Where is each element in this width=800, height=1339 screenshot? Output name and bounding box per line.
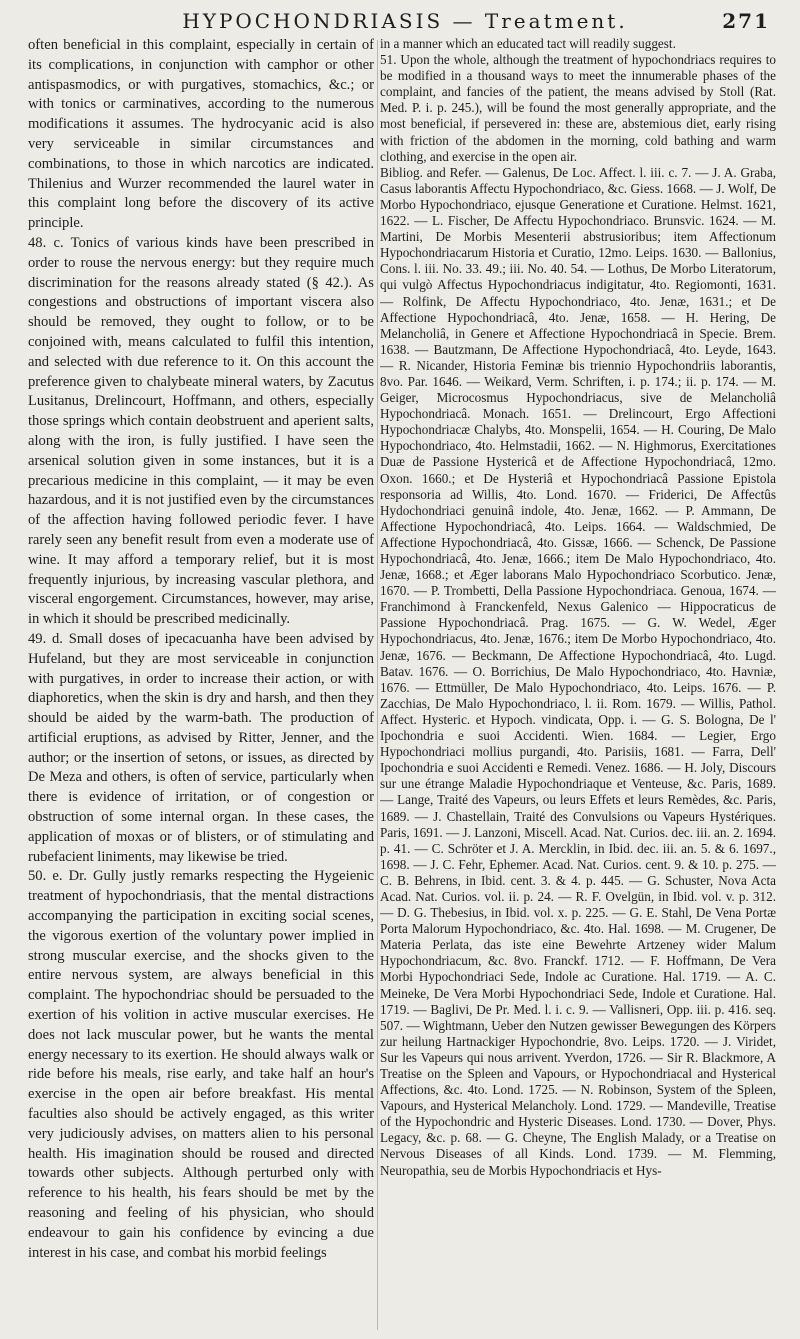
running-header — [40, 8, 770, 34]
paragraph: in a manner which an educated tact will readily suggest. — [380, 36, 676, 51]
paragraph: often beneficial in this complaint, especially in certain of its complications, in conjunction with camphor or other antispasmodics, or with purgatives, stomachics, &c.; or with tonics or carminatives, according to the numerous modifications it assumes. The hydrocyanic acid is also very serviceable in similar circumstances and combinations, to those in which narcotics are indicated. Thilenius and Wurzer recommended the laurel water in this complaint long before the discovery of its active principle. — [28, 37, 374, 232]
column-divider — [377, 40, 378, 1330]
right-column — [380, 36, 776, 1179]
running-title: HYPOCHONDRIASIS — Treatment. — [182, 9, 628, 33]
paragraph: 48. c. Tonics of various kinds have been prescribed in order to rouse the nervous energy: but they require much discrimination for the reasons already stated (§ 42.). As congestions and obstructions of important viscera also should be removed, they ought to follow, or to be conjoined with, means calculated to fulfil this intention, and selected with due reference to it. On this account the preference given to chalybeate mineral waters, by Zacutus Lusitanus, Drelincourt, Hoffmann, and others, especially those springs which contain deobstruent and aperient salts, along with the iron, is fully justified. I have seen the arsenical solution given in some instances, but it is a precarious medicine in this complaint, — it may be even hazardous, and it is not justified even by the circumstances of the affection having followed periodic fever. I have rarely seen any benefit result from even a moderate use of wine. It may afford a temporary relief, but it is most frequently injurious, by increasing vascular plethora, and visceral engorgement. Circumstances, however, may arise, in which it should be prescribed medicinally. — [28, 234, 374, 628]
bibliography: Bibliog. and Refer. — Galenus, De Loc. Affect. l. iii. c. 7. — J. A. Graba, Casus laborantis Affectu Hypochondriaco, &c. Giess. 1668. — J. Wolf, De Morbo Hypochondriaco, ejusque Generatione et Curatione. Helmst. 1621, 1622. — L. Fischer, De Affectu Hypochondriaco. Brunsvic. 1624. — M. Martini, De Morbis Mesenterii abstrusioribus; item Affectionum Hypochondriacarum Historia et Curatio, 12mo. Leips. 1630. — Ballonius, Cons. l. iii. No. 33. 49.; iii. No. 40. 54. — Lothus, De Morbo Literatorum, qui vulgò Affectus Hypochondriacus indigitatur, 4to. Regiomonti, 1631. — Rolfink, De Affectu Hypochondriaco, 4to. Jenæ, 1631.; et De Affectione Hypochondriacâ, 4to. Jenæ, 1658. — H. Hering, De Melancholiâ, in Genere et Affectione Hypochondriacâ in Specie. Brem. 1638. — Bautzmann, De Affectione Hypochondriacâ, 4to. Leyde, 1643. — R. Nicander, Historia Feminæ bis triennio Hypochondriis laborantis, 8vo. Par. 1646. — Weikard, Verm. Schriften, i. p. 174.; ii. p. 174. — M. Geiger, Microcosmus Hypochondriacus, sive de Melancholiâ Hypochondriacâ. Monach. 1651. — Drelincourt, Ergo Affectioni Hypochondriacæ Chalybs, 4to. Monspelii, 1654. — H. Couring, De Malo Hypochondriaco, 4to. Helmstadii, 1662. — N. Highmorus, Exercitationes Duæ de Passione Hystericâ et de Affectione Hypochondriacâ, 12mo. Oxon. 1660.; et De Hysteriâ et Hypochondriacâ Passione Epistola responsoria ad Willis, 4to. Lond. 1670. — Friderici, De Affectûs Hydochondriaci genuinâ indole, 4to. Jenæ, 1662. — P. Ammann, De Affectione Hypochondriacâ, 4to. Leips. 1664. — Waldschmied, De Affectione Hypochondriacâ, 4to. Gissæ, 1666. — Schenck, De Passione Hypochondriacâ, 4to. Jenæ, 1666.; item De Malo Hypochondriaco, 4to. Jenæ, 1668.; et Æger laborans Malo Hypochondriaco Scorbutico. Jenæ, 1670. — P. Trombetti, Della Passione Hypochondriaca. Genoua, 1674. — Franchimond à Franckenfeld, Nexus Galenico — Hippocraticus de Passione Hypochondriacâ. Prag. 1675. — G. W. Wedel, Æger Hypochondriacus, 4to. Jenæ, 1676.; item De Morbo Hypochondriaco, 4to. Jenæ, 1676. — Beckmann, De Affectione Hypochondriacâ, 4to. Lugd. Batav. 1676. — O. Borrichius, De Malo Hypochondriaco, 4to. Havniæ, 1676. — Ettmüller, De Malo Hypochondriaco, 4to. Leips. 1676. — P. Zacchias, De Malo Hypochondriaco, l. ii. Rom. 1679. — Willis, Pathol. Affect. Hysteric. et Hypoch. vindicata, Opp. i. — G. S. Bologna, De l' Ipochondria e suoi Accidenti. Wien. 1684. — Legier, Ergo Hypochondriaci mollius purgandi, 4to. Parisiis, 1681. — Farra, Dell' Ipochondria e suoi Accidenti e Remedi. Venez. 1686. — H. Joly, Discours sur une étrange Maladie Hypochondriaque et Venteuse, &c. Paris, 1689. — Lange, Traité des Vapeurs, ou leurs Effets et leurs Remèdes, &c. Paris, 1689. — J. Chastellain, Traité des Convulsions ou Vapeurs Hystériques. Paris, 1691. — J. Lanzoni, Miscell. Acad. Nat. Curios. dec. iii. an. 2. 1694. p. 41. — C. Schröter et J. A. Mercklin, in Ibid. dec. iii. an. 5. & 6. 1697., 1698. — J. C. Fehr, Ephemer. Acad. Nat. Curios. cent. 9. & 10. p. 275. — C. B. Behrens, in Ibid. cent. 3. & 4. p. 445. — G. Schuster, Nova Acta Acad. Nat. Curios. vol. ii. p. 24. — R. F. Ovelgün, in Ibid. vol. v. p. 312. — D. G. Thebesius, in Ibid. vol. x. p. 225. — G. E. Stahl, De Vena Portæ Porta Malorum Hypochondriaco, &c. 4to. Hal. 1698. — M. Crugener, De Materia Perlata, das iste eine Bewehrte Artzeney wider Malum Hypochondriacum, &c. 8vo. Franckf. 1712. — F. Hoffmann, De Vera Morbi Hypochondriaci Sede, Indole ac Curatione. Hal. 1719. — A. C. Meineke, De Vera Morbi Hypochondriaci Sede, Indole et Curatione. Hal. 1719. — Baglivi, De Pr. Med. l. i. c. 9. — Vallisneri, Opp. iii. p. 416. seq. 507. — Wightmann, Ueber den Nutzen gewisser Bewegungen des Körpers zur heilung Hartnackiger Hypochondrie, 8vo. Leips. 1720. — J. Viridet, Sur les Vapeurs qui nous arrivent. Yverdon, 1726. — Sir R. Blackmore, A Treatise on the Spleen and Vapours, or Hypochondriacal and Hysterical Affections, &c. 4to. Lond. 1725. — N. Robinson, System of the Spleen, Vapours, and Hysterical Melancholy. Lond. 1729. — Mandeville, Treatise of the Hypochondric and Hysteric Diseases. Lond. 1730. — Dover, Phys. Legacy, &c. p. 68. — G. Cheyne, The English Malady, or a Treatise on Nervous Diseases of all Kinds. Lond. 1739. — M. Flemming, Neuropathia, seu de Morbis Hypochondriacis et Hys- — [380, 164, 776, 1178]
paragraph: 49. d. Small doses of ipecacuanha have been advised by Hufeland, but they are most serviceable in conjunction with purgatives, in order to increase their action, or with diaphoretics, when the skin is dry and harsh, and then they should be aided by the warm-bath. The production of artificial eruptions, as advised by Ritter, Jenner, and the author; or the insertion of setons, or issues, as directed by De Meza and others, is often of service, particularly when there is evidence of irritation, or of congestion or obstruction of some internal organ. In these cases, the application of moxas or of blisters, or of stimulating and rubefacient liniments, may likewise be tried. — [28, 630, 374, 865]
paragraph: 51. Upon the whole, although the treatment of hypochondriacs requires to be modified in a thousand ways to meet the innumerable phases of the complaint, and fancies of the patient, the means advised by Stoll (Rat. Med. P. i. p. 245.), will be found the most generally appropriate, and the most beneficial, if persevered in: these are, abstemious diet, early rising with friction of the abdomen in the morning, cold bathing and warm clothing, and exercise in the open air. — [380, 52, 776, 164]
page-number: 271 — [722, 9, 770, 33]
paragraph: 50. e. Dr. Gully justly remarks respecting the Hygeienic treatment of hypochondriasis, that the mental distractions accompanying the participation in exciting social scenes, the vigorous exertion of the voluntary power implied in strong muscular exercise, and the shocks given to the entire nervous system, are always beneficial in this complaint. The hypochondriac should be persuaded to the exertion of his volition in active muscular exercises. He does not lack muscular power, but he wants the mental energy necessary to its exertion. He should always walk or ride before his meals, rise early, and take half an hour's exercise in the open air before breakfast. His mental faculties also should be actively engaged, as this writer very judiciously advises, on matters alien to his personal health. His imagination should be roused and directed towards other subjects. Although perturbed only with reference to his health, his fears should be met by the reasoning and feeling of his physician, who should endeavour to gain his confidence by evincing a due interest in his case, and combat his morbid feelings — [28, 868, 374, 1261]
left-column — [28, 36, 374, 1263]
